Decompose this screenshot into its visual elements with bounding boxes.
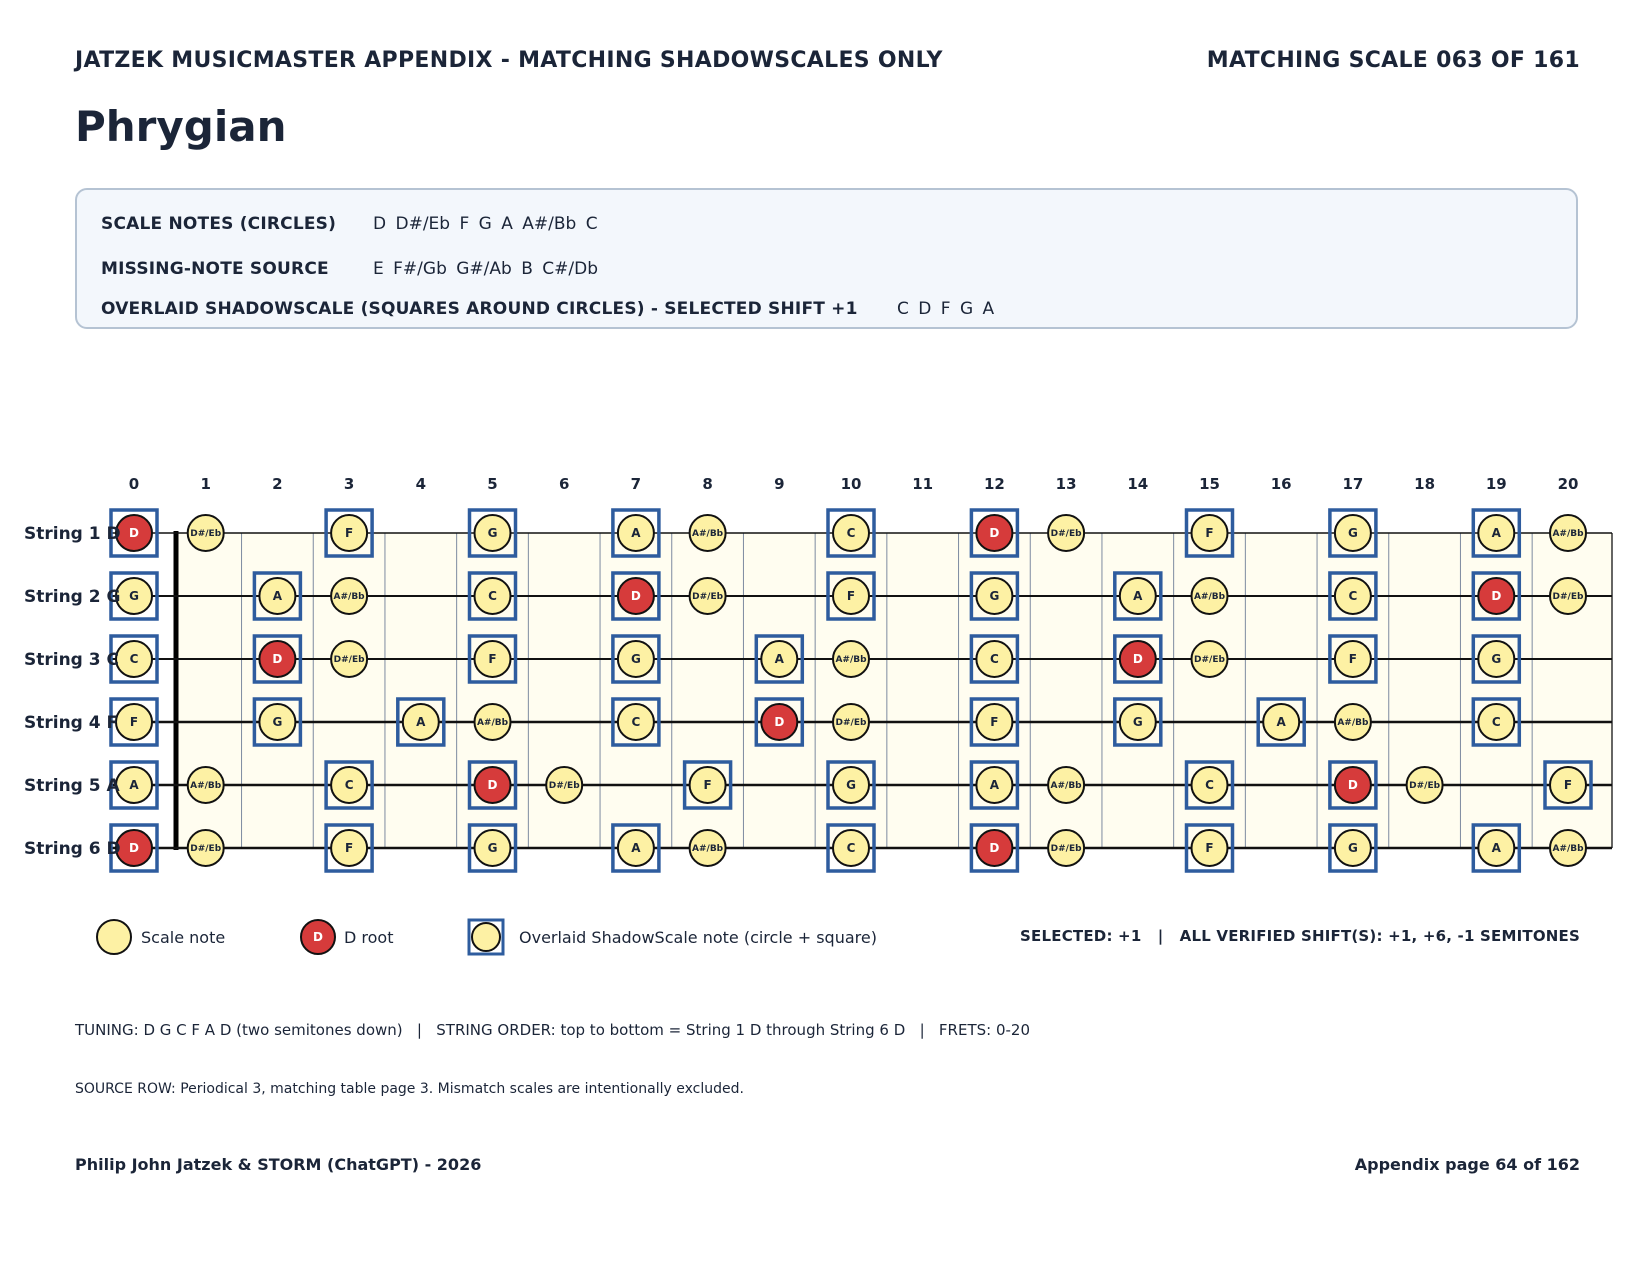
note-label: D bbox=[989, 841, 1000, 855]
overlay-notes-value: C D F G A bbox=[897, 299, 995, 319]
fretboard-diagram bbox=[0, 460, 1650, 880]
note-label: G bbox=[630, 652, 641, 666]
fret-number: 6 bbox=[558, 475, 570, 493]
note-label: D#/Eb bbox=[548, 781, 580, 791]
note-label: A#/Bb bbox=[1337, 718, 1369, 728]
note-label: D#/Eb bbox=[1050, 844, 1082, 854]
note-label: D bbox=[1347, 778, 1358, 792]
footer-page-number: Appendix page 64 of 162 bbox=[1354, 1155, 1580, 1174]
note-label: D bbox=[630, 589, 641, 603]
footer-authors: Philip John Jatzek & STORM (ChatGPT) - 2026 bbox=[75, 1155, 482, 1174]
legend-scale-note-icon bbox=[97, 920, 131, 954]
note-label: A#/Bb bbox=[835, 655, 867, 665]
note-label: A bbox=[774, 652, 784, 666]
note-label: C bbox=[129, 652, 139, 666]
note-label: G bbox=[846, 778, 856, 792]
fret-number: 4 bbox=[415, 475, 427, 493]
note-label: F bbox=[1348, 652, 1358, 666]
note-label: F bbox=[344, 526, 354, 540]
note-label: A#/Bb bbox=[1552, 844, 1584, 854]
tuning-info: TUNING: D G C F A D (two semitones down) | STRING ORDER: top to bottom = String 1 D through String 6 D | FRETS: 0-20 bbox=[75, 1021, 1030, 1039]
note-label: D#/Eb bbox=[1050, 529, 1082, 539]
note-label: D bbox=[989, 526, 1000, 540]
fret-number: 8 bbox=[702, 475, 713, 493]
string-label: String 1 D bbox=[24, 524, 121, 544]
note-label: D bbox=[1491, 589, 1502, 603]
scale-info-panel bbox=[75, 188, 1578, 329]
fret-number: 9 bbox=[774, 475, 785, 493]
note-label: A#/Bb bbox=[476, 718, 509, 728]
note-label: G bbox=[1347, 841, 1358, 855]
note-label: A#/Bb bbox=[692, 844, 724, 854]
note-label: G bbox=[1347, 526, 1358, 540]
note-label: A#/Bb bbox=[1050, 781, 1082, 791]
legend-overlay-label: Overlaid ShadowScale note (circle + square) bbox=[519, 928, 877, 947]
note-label: A#/Bb bbox=[692, 529, 724, 539]
note-label: C bbox=[631, 715, 641, 729]
note-label: G bbox=[989, 589, 1000, 603]
legend-root-label: D root bbox=[344, 928, 394, 947]
note-label: A#/Bb bbox=[190, 781, 222, 791]
note-label: D#/Eb bbox=[1409, 781, 1441, 791]
fret-number: 3 bbox=[343, 475, 355, 493]
note-label: C bbox=[989, 652, 999, 666]
string-label: String 6 D bbox=[24, 839, 121, 859]
note-label: D#/Eb bbox=[1194, 655, 1225, 665]
fret-number: 19 bbox=[1485, 475, 1507, 493]
note-label: A bbox=[416, 715, 426, 729]
note-label: F bbox=[846, 589, 856, 603]
note-label: F bbox=[1205, 841, 1214, 855]
note-label: F bbox=[488, 652, 497, 666]
legend-scale-note-label: Scale note bbox=[141, 928, 226, 947]
note-label: D#/Eb bbox=[835, 718, 867, 728]
selected-shift-summary: SELECTED: +1 | ALL VERIFIED SHIFT(S): +1, +6, -1 SEMITONES bbox=[1020, 927, 1580, 945]
note-label: A#/Bb bbox=[1193, 592, 1226, 602]
fret-number: 2 bbox=[272, 475, 283, 493]
note-label: F bbox=[1205, 526, 1214, 540]
scale-notes-value: D D#/Eb F G A A#/Bb C bbox=[373, 214, 598, 234]
note-label: C bbox=[1205, 778, 1214, 792]
note-label: D#/Eb bbox=[333, 655, 365, 665]
string-label: String 2 G bbox=[24, 587, 121, 607]
note-label: F bbox=[703, 778, 712, 792]
note-label: A bbox=[1276, 715, 1286, 729]
scale-notes-label: SCALE NOTES (CIRCLES) bbox=[101, 214, 337, 234]
fret-number: 1 bbox=[200, 475, 211, 493]
note-label: D bbox=[1132, 652, 1143, 666]
note-label: A bbox=[631, 526, 641, 540]
fret-number: 10 bbox=[840, 475, 862, 493]
note-label: C bbox=[1491, 715, 1501, 729]
note-label: A bbox=[989, 778, 1000, 792]
note-label: C bbox=[488, 589, 497, 603]
string-label: String 3 C bbox=[24, 650, 119, 670]
fretboard-background bbox=[176, 533, 1612, 848]
note-label: G bbox=[1132, 715, 1143, 729]
note-label: C bbox=[1348, 589, 1358, 603]
note-label: C bbox=[344, 778, 354, 792]
note-label: G bbox=[272, 715, 283, 729]
fret-number: 18 bbox=[1414, 475, 1436, 493]
fret-number: 20 bbox=[1557, 475, 1579, 493]
note-label: F bbox=[1563, 778, 1573, 792]
note-label: A bbox=[272, 589, 283, 603]
note-label: A bbox=[631, 841, 641, 855]
appendix-header: JATZEK MUSICMASTER APPENDIX - MATCHING SHADOWSCALES ONLY bbox=[75, 48, 943, 73]
legend-root-letter: D bbox=[313, 930, 323, 944]
legend-overlay-circle-icon bbox=[472, 923, 500, 951]
note-label: F bbox=[344, 841, 354, 855]
fret-number: 12 bbox=[983, 475, 1005, 493]
note-label: A bbox=[1491, 526, 1501, 540]
source-info: SOURCE ROW: Periodical 3, matching table page 3. Mismatch scales are intentionally excluded. bbox=[75, 1081, 744, 1097]
note-label: D bbox=[129, 526, 139, 540]
fret-number: 16 bbox=[1270, 475, 1292, 493]
overlay-label: OVERLAID SHADOWSCALE (SQUARES AROUND CIRCLES) - SELECTED SHIFT +1 bbox=[101, 299, 858, 319]
note-label: D bbox=[487, 778, 498, 792]
scale-counter: MATCHING SCALE 063 OF 161 bbox=[1206, 48, 1580, 73]
note-label: D#/Eb bbox=[190, 844, 222, 854]
note-label: A#/Bb bbox=[1552, 529, 1584, 539]
string-label: String 5 A bbox=[24, 776, 120, 796]
note-label: D#/Eb bbox=[1552, 592, 1584, 602]
note-label: A bbox=[1133, 589, 1143, 603]
missing-notes-value: E F#/Gb G#/Ab B C#/Db bbox=[373, 259, 599, 279]
fret-number: 14 bbox=[1127, 475, 1149, 493]
note-label: G bbox=[487, 526, 498, 540]
fret-number: 0 bbox=[128, 475, 140, 493]
missing-notes-label: MISSING-NOTE SOURCE bbox=[101, 259, 329, 279]
fret-number: 7 bbox=[630, 475, 642, 493]
note-label: G bbox=[487, 841, 498, 855]
string-label: String 4 F bbox=[24, 713, 119, 733]
fret-number: 17 bbox=[1342, 475, 1364, 493]
note-label: D bbox=[129, 841, 139, 855]
note-label: F bbox=[990, 715, 999, 729]
note-label: D#/Eb bbox=[692, 592, 724, 602]
note-label: A#/Bb bbox=[333, 592, 365, 602]
fret-number: 11 bbox=[912, 475, 934, 493]
note-label: D bbox=[774, 715, 785, 729]
scale-title: Phrygian bbox=[75, 102, 287, 151]
fret-number: 15 bbox=[1199, 475, 1220, 493]
note-label: A bbox=[129, 778, 139, 792]
fret-number: 5 bbox=[487, 475, 498, 493]
note-label: G bbox=[1491, 652, 1502, 666]
note-label: C bbox=[846, 526, 856, 540]
note-label: D#/Eb bbox=[190, 529, 222, 539]
note-label: F bbox=[129, 715, 139, 729]
note-label: G bbox=[129, 589, 139, 603]
note-label: C bbox=[846, 841, 856, 855]
note-label: D bbox=[272, 652, 283, 666]
fret-number: 13 bbox=[1055, 475, 1077, 493]
note-label: A bbox=[1491, 841, 1501, 855]
